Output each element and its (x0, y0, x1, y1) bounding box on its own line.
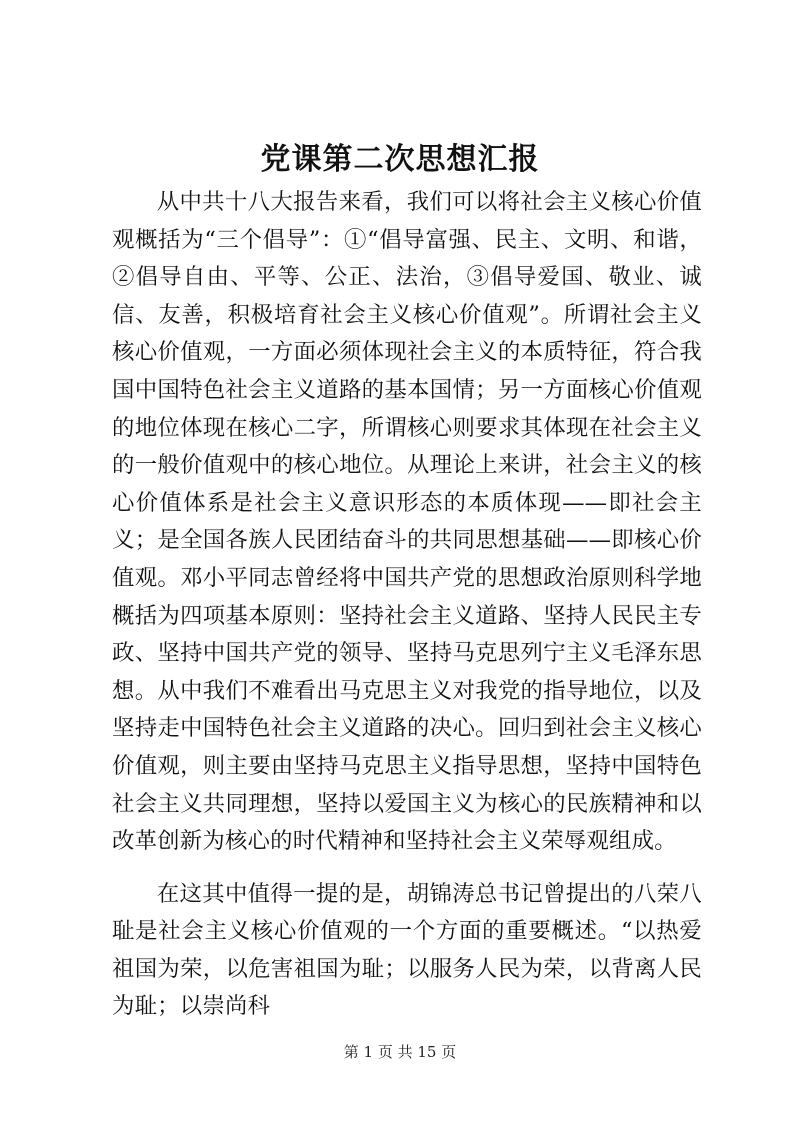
document-body (112, 184, 702, 1026)
page-footer: 第 1 页 共 15 页 (343, 1043, 457, 1061)
body-paragraph-1: 从中共十八大报告来看，我们可以将社会主义核心价值观概括为“三个倡导”：①“倡导富强、民主、文明、和谐，②倡导自由、平等、公正、法治，③倡导爱国、敬业、诚信、友善，积极培育社会主义核心价值观”。所谓社会主义核心价值观，一方面必须体现社会主义的本质特征，符合我国中国特色社会主义道路的基本国情；另一方面核心价值观的地位体现在核心二字，所谓核心则要求其体现在社会主义的一般价值观中的核心地位。从理论上来讲，社会主义的核心价值体系是社会主义意识形态的本质体现——即社会主义；是全国各族人民团结奋斗的共同思想基础——即核心价值观。邓小平同志曾经将中国共产党的思想政治原则科学地概括为四项基本原则：坚持社会主义道路、坚持人民民主专政、坚持中国共产党的领导、坚持马克思列宁主义毛泽东思想。从中我们不难看出马克思主义对我党的指导地位，以及坚持走中国特色社会主义道路的决心。回归到社会主义核心价值观，则主要由坚持马克思主义指导思想，坚持中国特色社会主义共同理想，坚持以爱国主义为核心的民族精神和以改革创新为核心的时代精神和坚持社会主义荣辱观组成。 (112, 189, 702, 855)
document-title: 党课第二次思想汇报 (260, 142, 540, 177)
body-paragraph-2: 在这其中值得一提的是，胡锦涛总书记曾提出的八荣八耻是社会主义核心价值观的一个方面的重要概述。“以热爱祖国为荣，以危害祖国为耻；以服务人民为荣，以背离人民为耻；以崇尚科 (112, 880, 702, 1020)
